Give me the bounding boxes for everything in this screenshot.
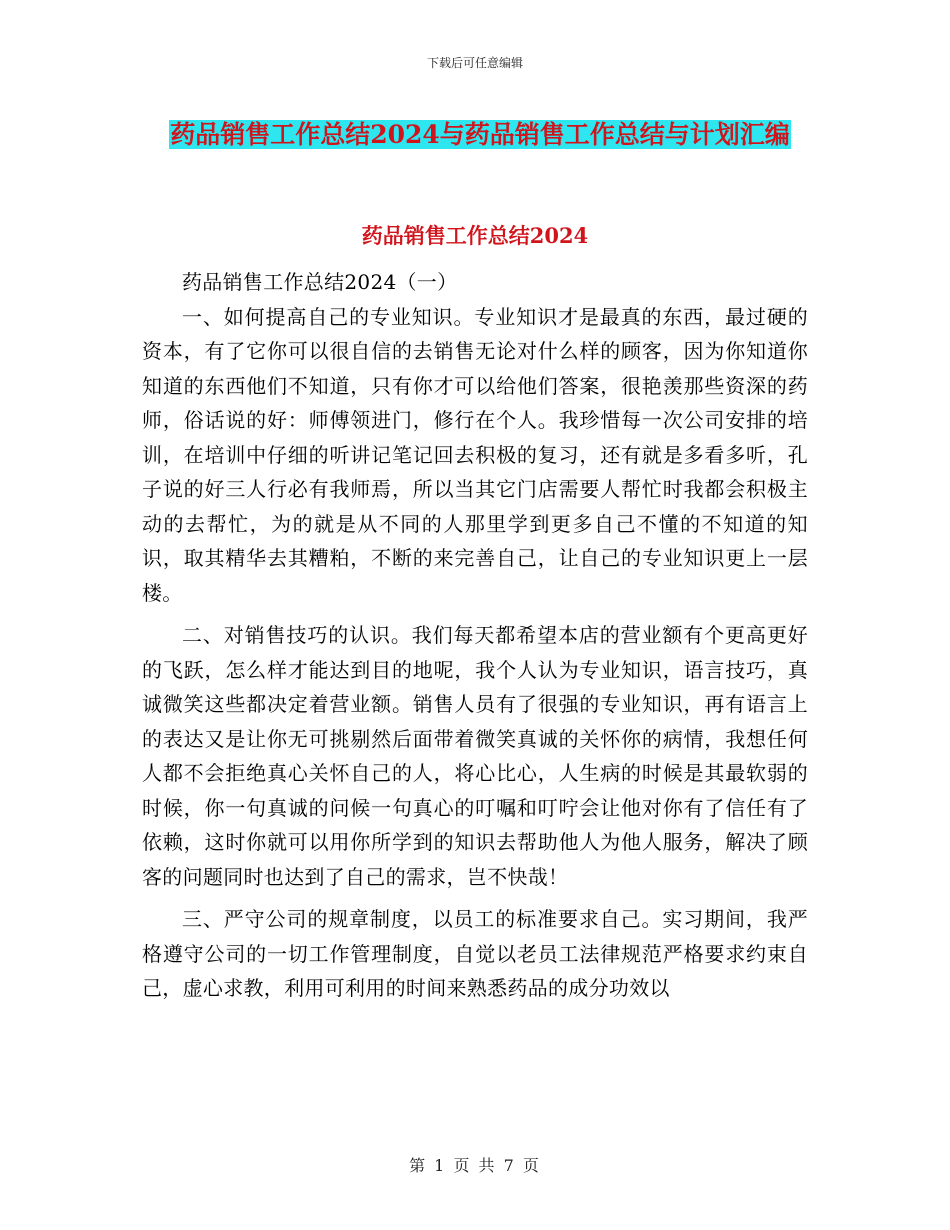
page-footer: 第 1 页 共 7 页: [409, 1156, 541, 1175]
section-title: 药品销售工作总结2024: [361, 223, 589, 248]
paragraph-3: 三、严守公司的规章制度，以员工的标准要求自己。实习期间，我严格遵守公司的一切工作管理制度，自觉以老员工法律规范严格要求约束自己，虚心求教，利用可利用的时间来熟悉药品的成分功效以: [142, 907, 808, 1000]
header-note: 下载后可任意编辑: [426, 56, 523, 70]
paragraph-intro: 药品销售工作总结2024（一）: [182, 270, 458, 294]
paragraph-2: 二、对销售技巧的认识。我们每天都希望本店的营业额有个更高更好的飞跃，怎么样才能达到目的地呢，我个人认为专业知识，语言技巧，真诚微笑这些都决定着营业额。销售人员有了很强的专业知识，再有语言上的表达又是让你无可挑剔然后面带着微笑真诚的关怀你的病情，我想任何人都不会拒绝真心关怀自己的人，将心比心，人生病的时候是其最软弱的时候，你一句真诚的问候一句真心的叮嘱和叮咛会让他对你有了信任有了依赖，这时你就可以用你所学到的知识去帮助他人为他人服务，解决了顾客的问题同时也达到了自己的需求，岂不快哉！: [142, 623, 808, 889]
document-title: [140, 112, 820, 158]
document-title-text: 药品销售工作总结2024与药品销售工作总结与计划汇编: [170, 120, 790, 149]
paragraph-1: 一、如何提高自己的专业知识。专业知识才是最真的东西，最过硬的资本，有了它你可以很自信的去销售无论对什么样的顾客，因为你知道你知道的东西他们不知道，只有你才可以给他们答案，很艳羡那些资深的药师，俗话说的好：师傅领进门，修行在个人。我珍惜每一次公司安排的培训，在培训中仔细的听讲记笔记回去积极的复习，还有就是多看多听，孔子说的好三人行必有我师焉，所以当其它门店需要人帮忙时我都会积极主动的去帮忙，为的就是从不同的人那里学到更多自己不懂的不知道的知识，取其精华去其糟粕，不断的来完善自己，让自己的专业知识更上一层楼。: [142, 304, 808, 605]
document-body: [142, 265, 808, 1006]
